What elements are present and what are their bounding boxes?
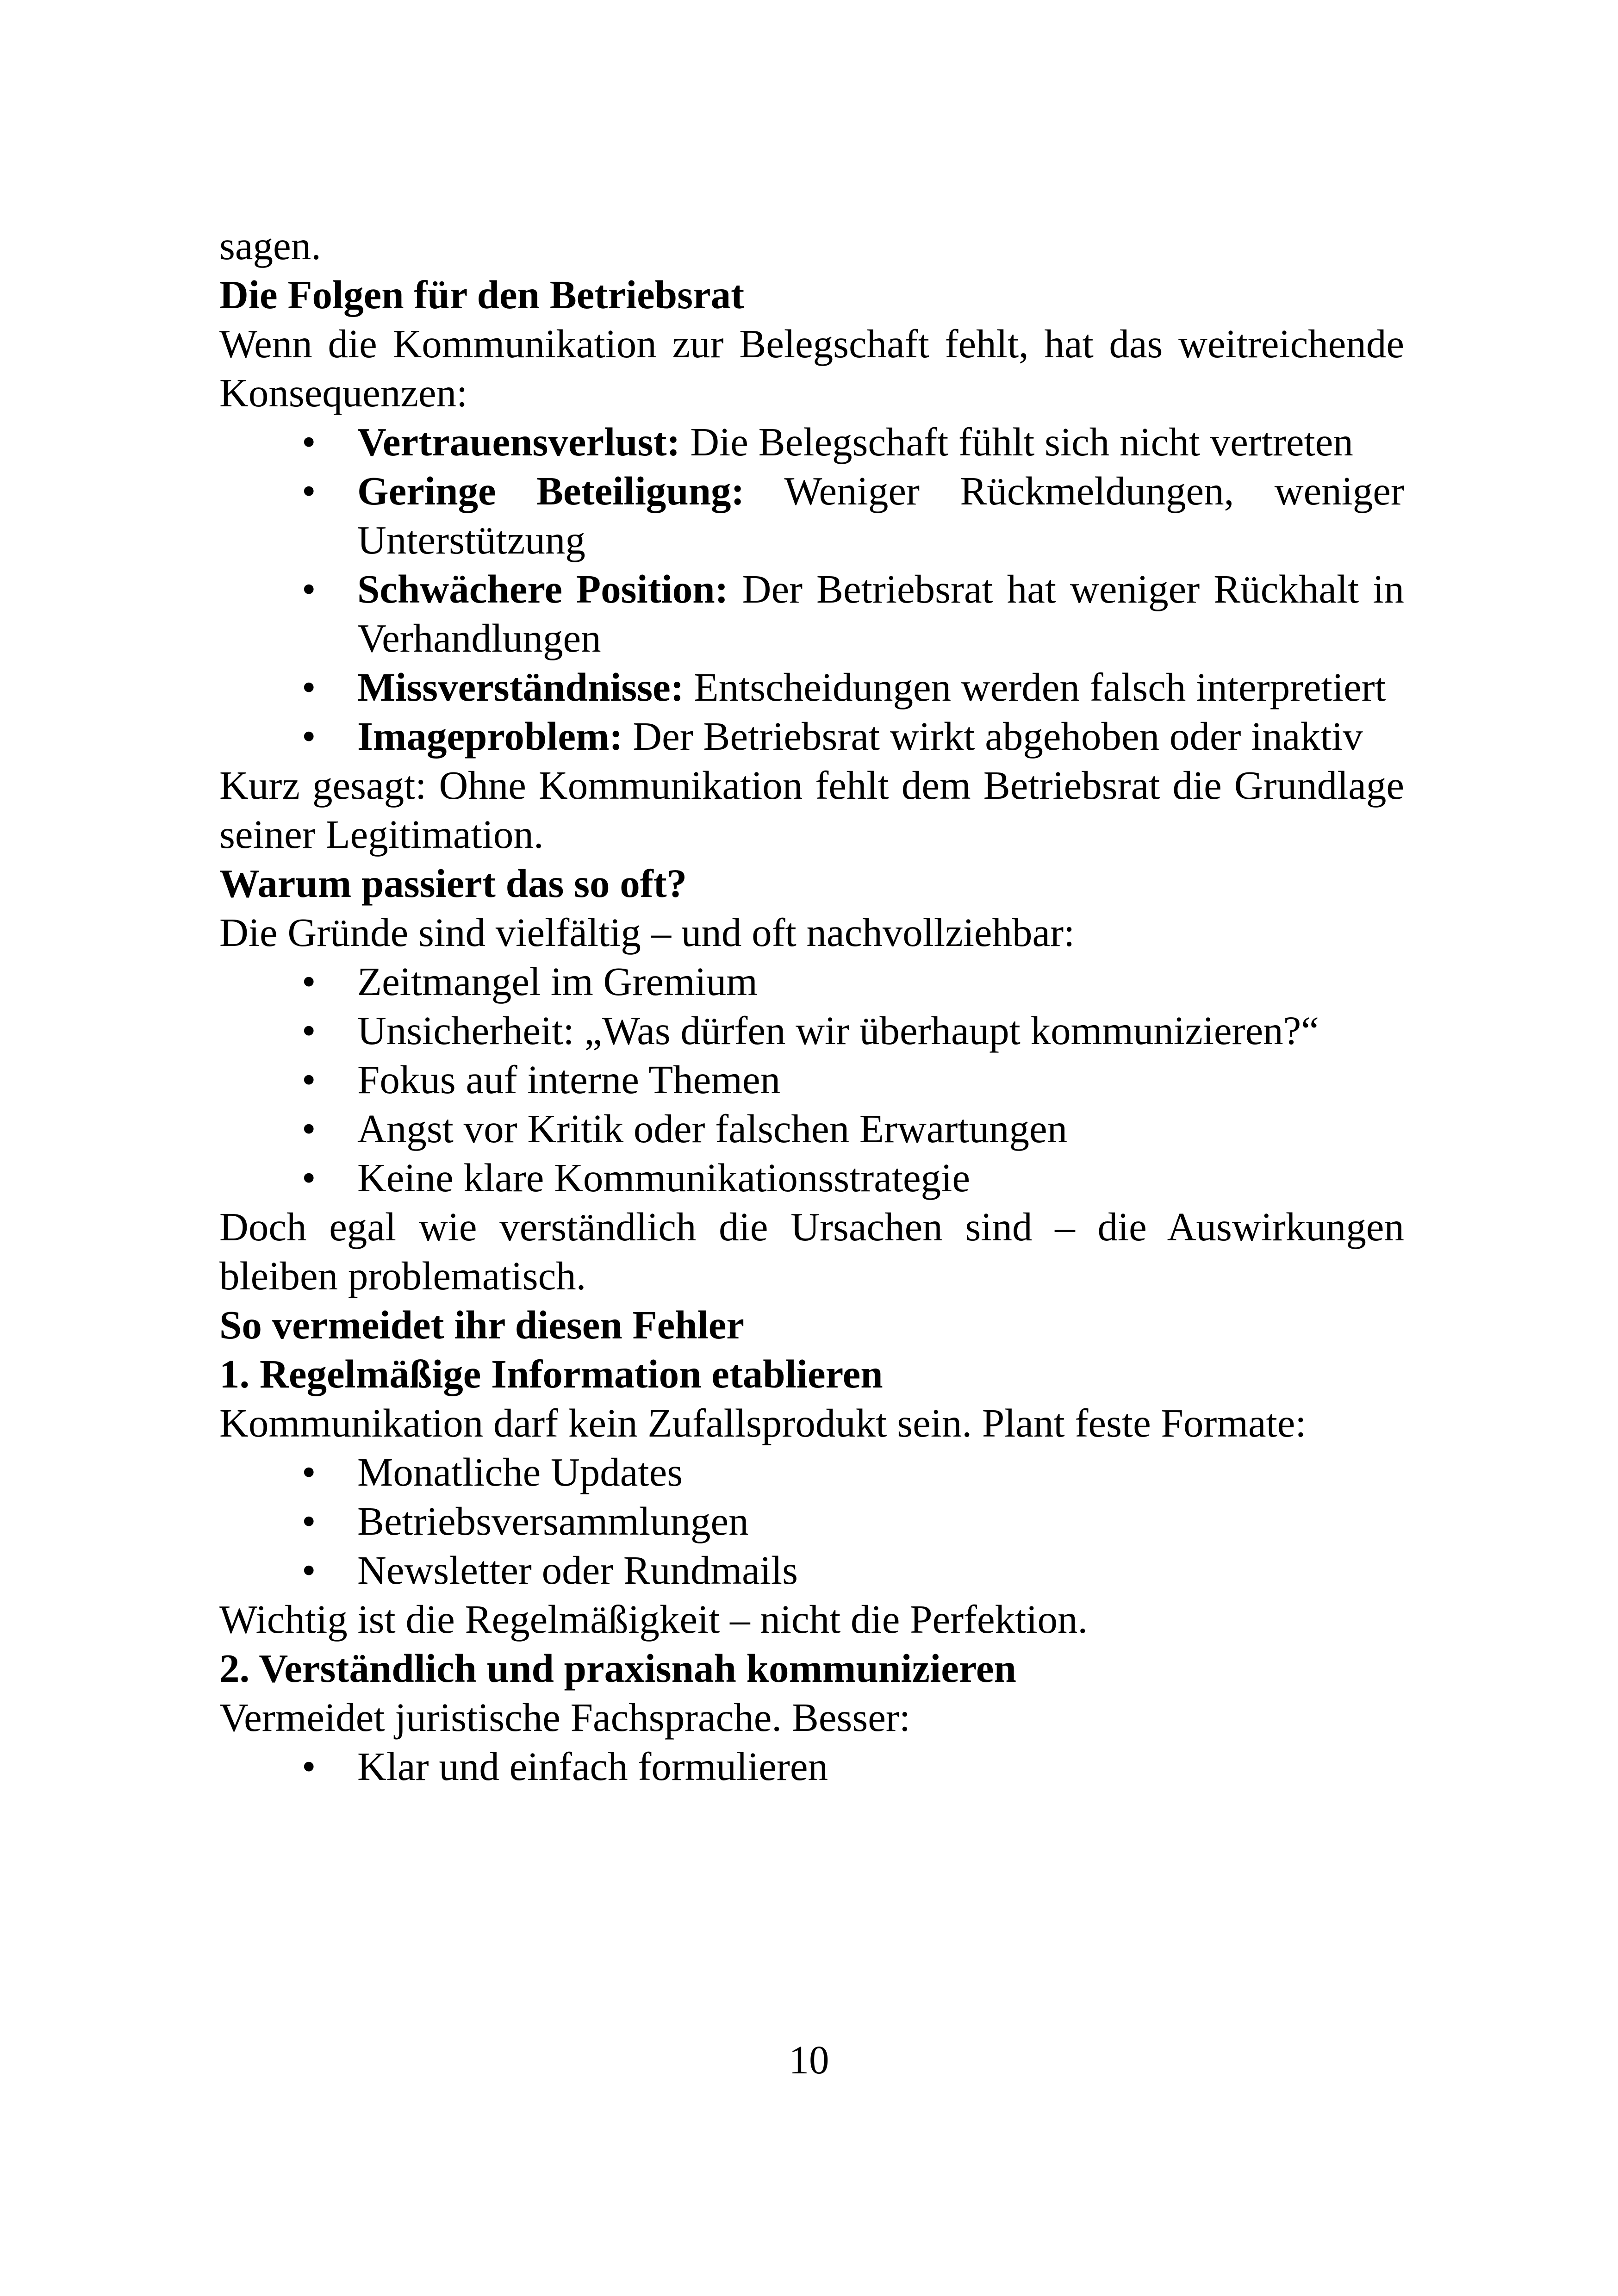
list-item-term: Missverständnisse: — [357, 665, 684, 709]
list-item: • Newsletter oder Rundmails — [219, 1546, 1404, 1595]
list-item-text: Weniger Rückmeldungen, weniger Unterstützung — [357, 468, 1404, 562]
list-item-term: Schwächere Position: — [357, 566, 728, 611]
list-item — [219, 663, 1404, 712]
bullet-list-reasons — [219, 957, 1404, 1202]
list-item-text: Der Betriebsrat hat weniger Rückhalt in Verhandlungen — [357, 566, 1404, 660]
carryover-text: sagen. — [219, 223, 321, 268]
paragraph-clear-communication-intro: Vermeidet juristische Fachsprache. Besser: — [219, 1695, 911, 1740]
list-item: • Zeitmangel im Gremium — [219, 957, 1404, 1006]
list-item — [219, 467, 1404, 565]
section-heading-clear-communication: 2. Verständlich und praxisnah kommunizieren — [219, 1646, 1016, 1691]
paragraph-consequences-intro: Wenn die Kommunikation zur Belegschaft fehlt, hat das weitreichende Konsequenzen: — [219, 321, 1404, 415]
bullet-list-clear-communication — [219, 1742, 1404, 1791]
list-item: • Angst vor Kritik oder falschen Erwartungen — [219, 1104, 1404, 1153]
list-item: • Fokus auf interne Themen — [219, 1055, 1404, 1104]
bullet-list-formats — [219, 1448, 1404, 1595]
list-item-term: Vertrauensverlust: — [357, 419, 680, 464]
section-heading-regular-information: 1. Regelmäßige Information etablieren — [219, 1351, 883, 1396]
list-item: • Keine klare Kommunikationsstrategie — [219, 1153, 1404, 1202]
body-text — [219, 221, 1404, 1791]
list-item: • Unsicherheit: „Was dürfen wir überhaupt kommunizieren?“ — [219, 1006, 1404, 1055]
page-number: 10 — [789, 2037, 829, 2082]
bullet-list-consequences — [219, 417, 1404, 761]
list-item — [219, 417, 1404, 467]
section-heading-consequences: Die Folgen für den Betriebsrat — [219, 272, 745, 317]
paragraph-regular-information-intro: Kommunikation darf kein Zufallsprodukt sein. Plant feste Formate: — [219, 1400, 1307, 1445]
paragraph-regular-information-summary: Wichtig ist die Regelmäßigkeit – nicht die Perfektion. — [219, 1597, 1088, 1642]
list-item-term: Geringe Beteiligung: — [357, 468, 745, 513]
list-item-text: Entscheidungen werden falsch interpretiert — [684, 665, 1386, 709]
list-item: • Klar und einfach formulieren — [219, 1742, 1404, 1791]
list-item-text: Der Betriebsrat wirkt abgehoben oder inaktiv — [622, 714, 1363, 759]
list-item — [219, 712, 1404, 761]
list-item: • Betriebsversammlungen — [219, 1497, 1404, 1546]
list-item: • Monatliche Updates — [219, 1448, 1404, 1497]
paragraph-reasons-summary: Doch egal wie verständlich die Ursachen sind – die Auswirkungen bleiben problematisch. — [219, 1204, 1404, 1298]
section-heading-reasons: Warum passiert das so oft? — [219, 861, 687, 906]
paragraph-consequences-summary: Kurz gesagt: Ohne Kommunikation fehlt dem Betriebsrat die Grundlage seiner Legitimation. — [219, 763, 1404, 857]
list-item — [219, 565, 1404, 663]
paragraph-reasons-intro: Die Gründe sind vielfältig – und oft nachvollziehbar: — [219, 910, 1075, 955]
list-item-term: Imageproblem: — [357, 714, 623, 759]
list-item-text: Die Belegschaft fühlt sich nicht vertreten — [680, 419, 1353, 464]
section-heading-avoid: So vermeidet ihr diesen Fehler — [219, 1302, 745, 1347]
